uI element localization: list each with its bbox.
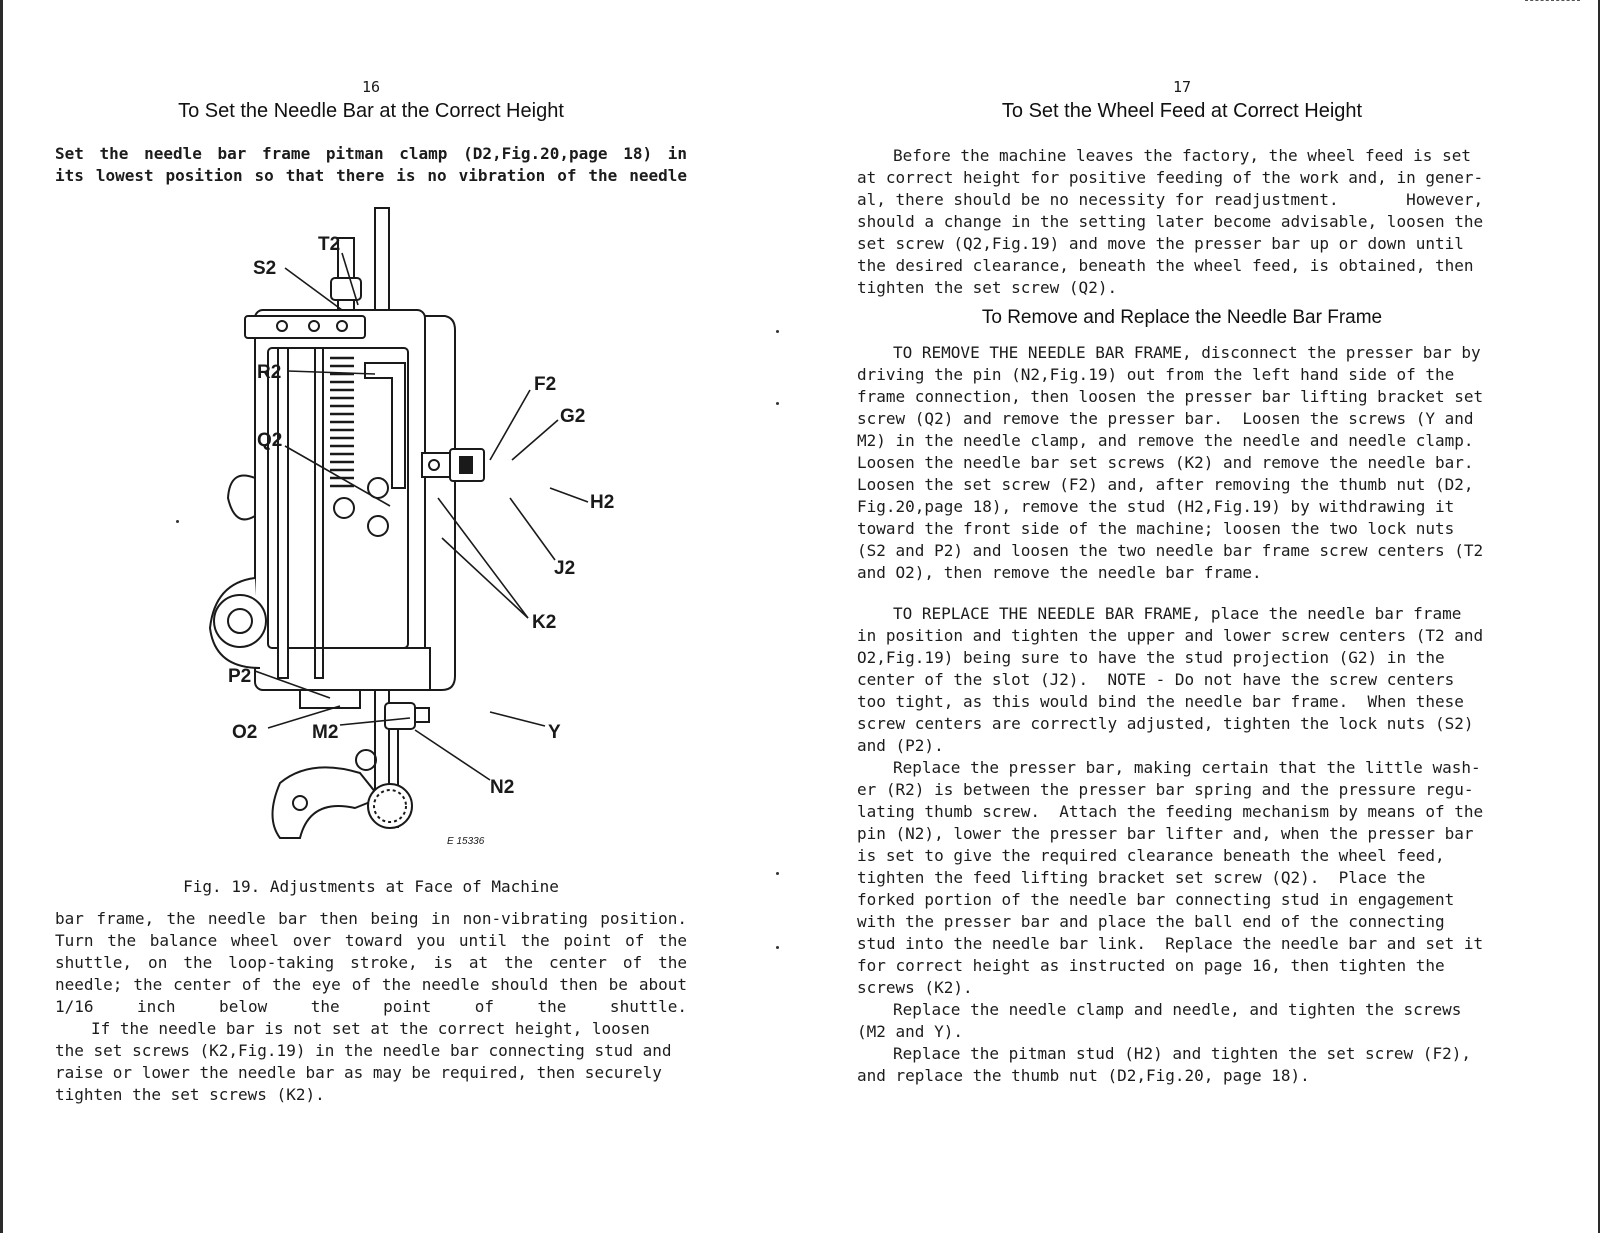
text-line: at correct height for positive feeding of the work and, in gener- [857,168,1484,187]
leader-g2 [512,420,558,460]
label-p2: P2 [228,666,252,687]
text-line: Replace the presser bar, making certain that the little wash- [893,758,1481,777]
text-line: and replace the thumb nut (D2,Fig.20, page 18). [857,1066,1310,1085]
side-wheel [214,595,266,647]
text-line: Replace the needle clamp and needle, and tighten the screws [893,1000,1462,1019]
paragraph-1 [55,908,687,1018]
text-line: tighten the set screws (K2). [55,1085,325,1104]
scan-speck [776,330,779,333]
corner-mark [1525,0,1580,2]
page-number: 17 [1172,78,1192,96]
text-line: screws (K2). [857,978,973,997]
text-line: er (R2) is between the presser bar spring and the pressure regu- [857,780,1474,799]
text-line: O2,Fig.19) being sure to have the stud projection (G2) in the [857,648,1445,667]
text-line: is set to give the required clearance beneath the wheel feed, [857,846,1445,865]
thumb-screw-knob [331,278,361,300]
figure-caption: Fig. 19. Adjustments at Face of Machine [183,877,559,896]
label-r2: R2 [257,362,282,383]
leader-j2 [510,498,555,560]
section-heading: To Remove and Replace the Needle Bar Frame [981,307,1383,328]
text-line: stud into the needle bar link. Replace the needle bar and set it [857,934,1484,953]
left-page [55,0,687,1233]
scan-speck [176,520,179,523]
text-line: Fig.20,page 18), remove the stud (H2,Fig.19) by withdrawing it [857,497,1455,516]
text-line: forked portion of the needle bar connecting stud in engagement [857,890,1455,909]
label-j2: J2 [554,558,576,579]
leader-y [490,712,545,726]
text-line: (M2 and Y). [857,1022,963,1041]
label-h2: H2 [590,492,615,513]
text-line: the desired clearance, beneath the wheel feed, is obtained, then [857,256,1474,275]
lower-lock-nut [300,690,360,708]
text-line: raise or lower the needle bar as may be required, then securely [55,1063,662,1082]
presser-foot [273,767,381,838]
lower-bracket [355,648,430,690]
text-line: M2) in the needle clamp, and remove the needle and needle clamp. [857,431,1474,450]
paragraph-4 [857,757,1507,999]
stud-slot [460,457,472,473]
feed-pin-n2 [356,750,376,770]
text-line: 1/16 inch below the point of the shuttle. [55,997,687,1016]
text-line: Loosen the set screw (F2) and, after removing the thumb nut (D2, [857,475,1474,494]
text-line: center of the slot (J2). NOTE - Do not have the screw centers [857,670,1455,689]
label-o2: O2 [232,722,258,743]
scan-speck [776,402,779,405]
text-line: (S2 and P2) and loosen the two needle bar frame screw centers (T2 [857,541,1484,560]
text-line: and (P2). [857,736,944,755]
screw-k2-lower [368,516,388,536]
label-q2: Q2 [257,430,283,451]
label-n2: N2 [490,777,515,798]
needle-clamp [385,703,415,729]
text-line: tighten the set screw (Q2). [857,278,1118,297]
text-line: al, there should be no necessity for readjustment. However, [857,190,1484,209]
text-line: in position and tighten the upper and lower screw centers (T2 and [857,626,1484,645]
section-heading: To Set the Needle Bar at the Correct Height [178,100,564,122]
text-line: toward the front side of the machine; loosen the two lock nuts [857,519,1455,538]
label-y: Y [548,722,561,743]
text-line: the set screws (K2,Fig.19) in the needle bar connecting stud and [55,1041,672,1060]
paragraph-1 [857,145,1507,299]
paragraph-3 [857,603,1507,757]
label-g2: G2 [560,406,586,427]
text-line: Set the needle bar frame pitman clamp (D2,Fig.20,page 18) in [55,144,687,163]
paragraph-2 [857,342,1507,584]
text-line: needle; the center of the eye of the needle should then be about [55,975,687,994]
label-m2: M2 [312,722,339,743]
figure-code: E 15336 [447,836,485,847]
leader-k2-upper [438,498,528,618]
paragraph-2 [55,1018,687,1106]
scan-speck [776,946,779,949]
text-line: screw (Q2) and remove the presser bar. Loosen the screws (Y and [857,409,1474,428]
text-line: too tight, as this would bind the needle bar frame. When these [857,692,1464,711]
text-line: screw centers are correctly adjusted, tighten the lock nuts (S2) [857,714,1474,733]
machine-face-diagram [160,198,680,858]
text-line: and O2), then remove the needle bar frame. [857,563,1262,582]
text-line: Replace the pitman stud (H2) and tighten the set screw (F2), [893,1044,1471,1063]
page-edge-left [0,0,3,1233]
text-line: Before the machine leaves the factory, the wheel feed is set [893,146,1471,165]
paragraph-5 [857,999,1507,1043]
label-t2: T2 [318,234,341,255]
side-hook [228,476,255,520]
text-line: for correct height as instructed on page 16, then tighten the [857,956,1445,975]
text-line: TO REPLACE THE NEEDLE BAR FRAME, place the needle bar frame [893,604,1462,623]
intro-paragraph [55,143,687,187]
text-line: Turn the balance wheel over toward you until the point of the [55,931,687,950]
paragraph-6 [857,1043,1507,1087]
section-heading: To Set the Wheel Feed at Correct Height [1001,100,1363,122]
label-s2: S2 [253,258,277,279]
text-line: with the presser bar and place the ball end of the connecting [857,912,1445,931]
text-line: pin (N2), lower the presser bar lifter and, when the presser bar [857,824,1474,843]
needle-bar [278,348,288,678]
scan-speck [776,872,779,875]
text-line: frame connection, then loosen the presser bar lifting bracket set [857,387,1484,406]
screw-q2 [334,498,354,518]
text-line: lating thumb screw. Attach the feeding mechanism by means of the [857,802,1484,821]
text-line: set screw (Q2,Fig.19) and move the presser bar up or down until [857,234,1464,253]
text-line: If the needle bar is not set at the correct height, loosen [91,1019,650,1038]
text-line: should a change in the setting later become advisable, loosen the [857,212,1484,231]
label-f2: F2 [534,374,557,395]
leader-h2 [550,488,588,502]
label-k2: K2 [532,612,557,633]
face-plate-edge [422,316,455,690]
text-line: Loosen the needle bar set screws (K2) and remove the needle bar. [857,453,1474,472]
text-line: bar frame, the needle bar then being in non-vibrating position. [55,909,687,928]
leader-n2 [415,730,490,780]
text-line: its lowest position so that there is no vibration of the needle [55,166,687,185]
text-line: shuttle, on the loop-taking stroke, is at the center of the [55,953,687,972]
page-number: 16 [361,78,381,96]
right-page [857,0,1507,1233]
text-line: tighten the feed lifting bracket set screw (Q2). Place the [857,868,1426,887]
text-line: driving the pin (N2,Fig.19) out from the left hand side of the [857,365,1455,384]
text-line: TO REMOVE THE NEEDLE BAR FRAME, disconnect the presser bar by [893,343,1481,362]
clamp-screw-y [415,708,429,722]
